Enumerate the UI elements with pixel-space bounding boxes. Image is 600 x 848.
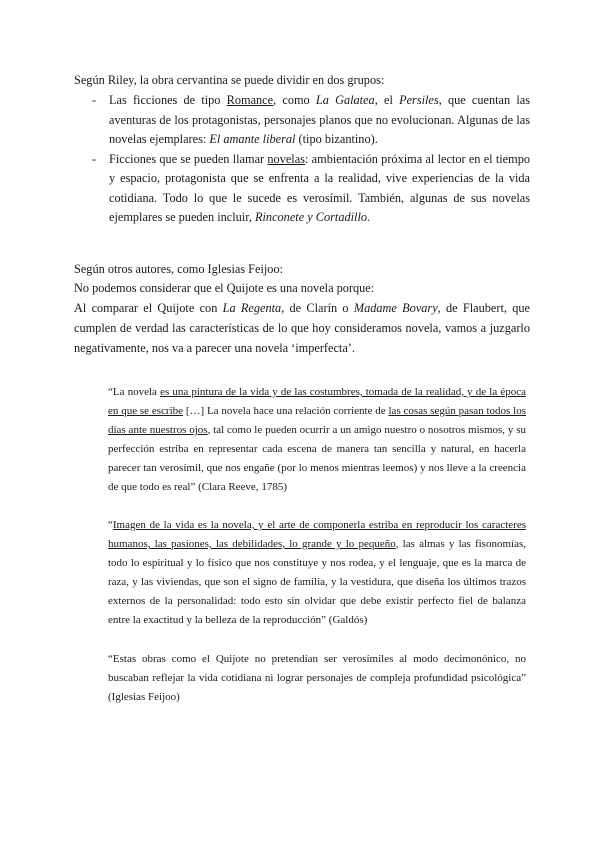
bovary-title: Madame Bovary bbox=[353, 301, 438, 315]
amante-liberal-title: El amante liberal bbox=[209, 132, 296, 146]
list-item-novelas: - Ficciones que se pueden llamar novelas: ambientación próxima al lector en el tiempo y espacio, protagonista que se enfrenta a la realidad, vive experiencias de la vida cotidiana. Todo lo que le sucede es verosímil. También, algunas de sus novelas ejemplares se pueden incluir, Rinconete y Cortadillo. bbox=[92, 150, 530, 228]
regenta-title: La Regenta bbox=[222, 301, 282, 315]
quote-iglesias-feijoo: “Estas obras como el Quijote no pretendían ser verosímiles al modo decimonónico, no buscaban reflejar la vida cotidiana ni lograr personajes de compleja profundidad psicológica” (Iglesias Feijoo) bbox=[108, 653, 526, 703]
novelas-term: novelas bbox=[267, 151, 305, 166]
quote-galdos: “Imagen de la vida es la novela, y el arte de componerla estriba en reproducir los caracteres humanos, las pasiones, las debilidades, lo grande y lo pequeño, las almas y las fisonomías, todo lo espiritual y lo físico que nos constituye y nos rodea, y el lenguaje, que es la marca de raza, y las viviendas, que son el signo de familia, y la vestidura, que diseña los últimos trazos externos de la personalidad: todo esto sin olvidar que debe existir perfecto fiel de balanza entre la exactitud y la belleza de la reproducción” (Galdós) bbox=[108, 519, 526, 626]
persiles-title: Persiles bbox=[399, 93, 439, 107]
galatea-title: La Galatea bbox=[315, 93, 375, 107]
list-item-romance: - Las ficciones de tipo Romance, como La Galatea, el Persiles, que cuentan las aventuras de los protagonistas, personajes planos que no evolucionan. Algunas de las novelas ejemplares: El amante liberal (tipo bizantino). bbox=[92, 91, 530, 150]
quijote-not-novel-line: No podemos considerar que el Quijote es una novela porque: bbox=[74, 281, 375, 295]
other-authors-heading: Según otros autores, como Iglesias Feijoo: bbox=[74, 262, 284, 276]
rinconete-title: Rinconete y Cortadillo bbox=[255, 210, 368, 224]
quote-clara-reeve: “La novela es una pintura de la vida y de las costumbres, tomada de la realidad, y de la época en que se escribe […] La novela hace una relación corriente de las cosas según pasan todos los días ante nuestros ojos, tal como le pueden ocurrir a un amigo nuestro o nosotros mismos, y su perfección estriba en representar cada escena de manera tan sencilla y natural, en hacerla parecer tan verosímil, que nos engañe (por lo menos mientras leemos) y nos lleve a la creencia de que todo es real” (Clara Reeve, 1785) bbox=[108, 386, 526, 493]
romance-term: Romance bbox=[226, 93, 274, 107]
riley-intro: Según Riley, la obra cervantina se puede dividir en dos grupos: bbox=[74, 73, 385, 87]
riley-groups-list bbox=[92, 91, 530, 228]
comparison-paragraph: Al comparar el Quijote con La Regenta, de Clarín o Madame Bovary, de Flaubert, que cumplen de verdad las características de lo que hoy consideramos novela, vamos a juzgarlo negativamente, nos va a parecer una novela ‘imperfecta’. bbox=[74, 301, 530, 355]
